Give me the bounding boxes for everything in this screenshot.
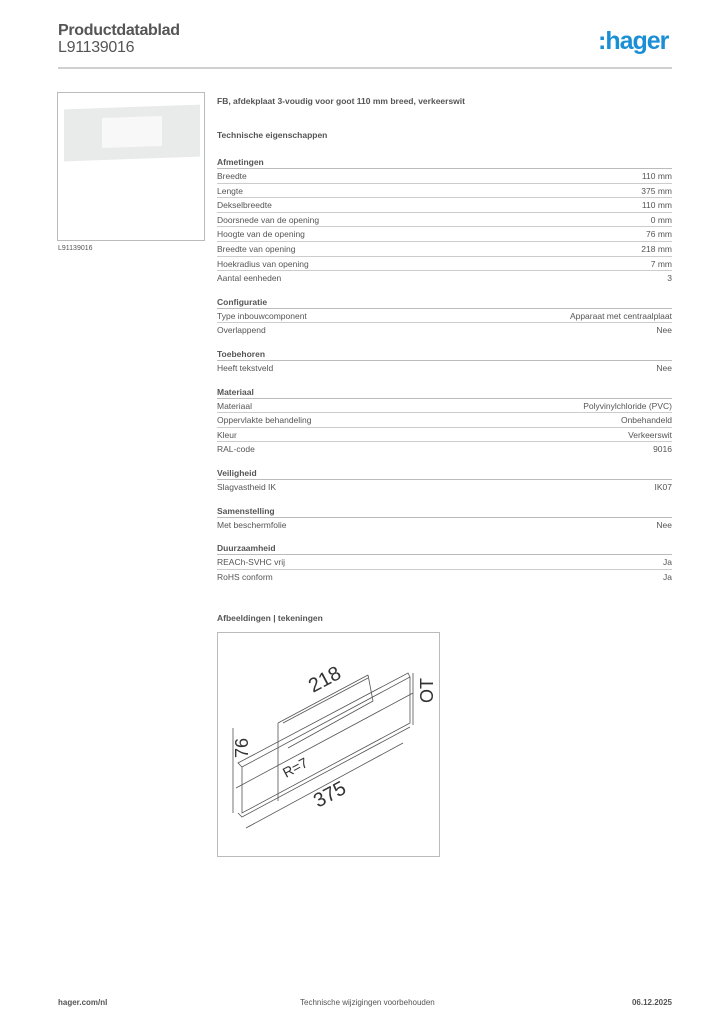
spec-row xyxy=(217,184,672,199)
section-title: Materiaal xyxy=(217,385,672,399)
product-image xyxy=(57,92,205,241)
spec-value: 110 mm xyxy=(641,171,672,181)
spec-value: Onbehandeld xyxy=(620,415,672,426)
spec-row xyxy=(217,399,672,414)
drawing-label-ot: OT xyxy=(417,678,437,703)
drawing-label-length: 375 xyxy=(310,777,350,813)
spec-row xyxy=(217,271,672,286)
hager-logo: :hager xyxy=(598,27,669,55)
footer-disclaimer: Technische wijzigingen voorbehouden xyxy=(300,998,435,1007)
footer-date: 06.12.2025 xyxy=(631,998,672,1007)
spec-label: Doorsnede van de opening xyxy=(217,214,320,225)
spec-label: Dekselbreedte xyxy=(217,200,272,211)
drawing-label-height: 76 xyxy=(232,737,252,758)
spec-value: IK07 xyxy=(654,481,672,492)
spec-section xyxy=(217,466,672,495)
spec-row xyxy=(217,518,672,533)
spec-label: Kleur xyxy=(217,429,237,440)
spec-value: 3 xyxy=(667,273,672,284)
technical-drawing xyxy=(217,632,440,857)
spec-content xyxy=(217,96,672,593)
spec-section xyxy=(217,347,672,376)
spec-value: 110 mm xyxy=(641,200,672,211)
section-title: Afmetingen xyxy=(217,155,672,169)
spec-value: Polyvinylchloride (PVC) xyxy=(583,400,672,411)
spec-label: Overlappend xyxy=(217,325,266,336)
spec-label: Heeft tekstveld xyxy=(217,362,274,373)
spec-value: Nee xyxy=(656,362,672,373)
header-divider xyxy=(58,67,672,69)
spec-label: Breedte xyxy=(217,171,247,181)
spec-section xyxy=(217,385,672,457)
spec-row xyxy=(217,570,672,585)
spec-row xyxy=(217,428,672,443)
spec-value: Verkeerswit xyxy=(628,429,672,440)
spec-label: Hoogte van de opening xyxy=(217,229,305,240)
spec-value: 0 mm xyxy=(650,214,672,225)
spec-section xyxy=(217,541,672,584)
figures-title: Afbeeldingen | tekeningen xyxy=(217,613,323,623)
spec-label: Aantal eenheden xyxy=(217,273,282,284)
spec-row xyxy=(217,169,672,184)
spec-label: RoHS conform xyxy=(217,571,273,582)
spec-label: Hoekradius van opening xyxy=(217,258,309,269)
spec-row xyxy=(217,213,672,228)
drawing-label-width: 218 xyxy=(305,662,345,698)
spec-row xyxy=(217,227,672,242)
spec-value: 7 mm xyxy=(650,258,672,269)
spec-label: Breedte van opening xyxy=(217,243,296,254)
section-title: Veiligheid xyxy=(217,466,672,480)
product-code: L91139016 xyxy=(58,39,135,56)
spec-label: RAL-code xyxy=(217,444,255,455)
spec-row xyxy=(217,361,672,376)
spec-label: Lengte xyxy=(217,185,243,196)
spec-section xyxy=(217,295,672,338)
spec-row xyxy=(217,413,672,428)
spec-value: 375 mm xyxy=(641,185,672,196)
spec-label: REACh-SVHC vrij xyxy=(217,557,286,568)
spec-value: 218 mm xyxy=(641,243,672,254)
spec-row xyxy=(217,198,672,213)
spec-value: Ja xyxy=(663,571,672,582)
spec-label: Slagvastheid IK xyxy=(217,481,277,492)
spec-row xyxy=(217,309,672,324)
spec-row xyxy=(217,242,672,257)
spec-value: 9016 xyxy=(653,444,672,455)
section-title: Configuratie xyxy=(217,295,672,309)
spec-value: Nee xyxy=(656,519,672,530)
spec-row xyxy=(217,323,672,338)
spec-label: Materiaal xyxy=(217,400,252,411)
spec-row xyxy=(217,480,672,495)
spec-value: 76 mm xyxy=(646,229,672,240)
section-title: Toebehoren xyxy=(217,347,672,361)
spec-row xyxy=(217,555,672,570)
spec-section xyxy=(217,155,672,286)
product-description: FB, afdekplaat 3-voudig voor goot 110 mm breed, verkeerswit xyxy=(217,96,465,106)
drawing-label-radius: R=7 xyxy=(279,754,311,781)
spec-value: Nee xyxy=(656,325,672,336)
spec-label: Type inbouwcomponent xyxy=(217,310,307,321)
spec-row xyxy=(217,442,672,457)
product-image-caption: L91139016 xyxy=(58,245,93,252)
spec-section xyxy=(217,504,672,533)
spec-label: Oppervlakte behandeling xyxy=(217,415,312,426)
spec-row xyxy=(217,257,672,272)
tech-title: Technische eigenschappen xyxy=(217,130,328,140)
footer-website[interactable]: hager.com/nl xyxy=(58,998,108,1007)
page-title: Productdatablad xyxy=(58,22,180,39)
section-title: Duurzaamheid xyxy=(217,541,672,555)
spec-label: Met beschermfolie xyxy=(217,519,287,530)
spec-value: Ja xyxy=(663,557,672,568)
section-title: Samenstelling xyxy=(217,504,672,518)
spec-value: Apparaat met centraalplaat xyxy=(569,310,672,321)
